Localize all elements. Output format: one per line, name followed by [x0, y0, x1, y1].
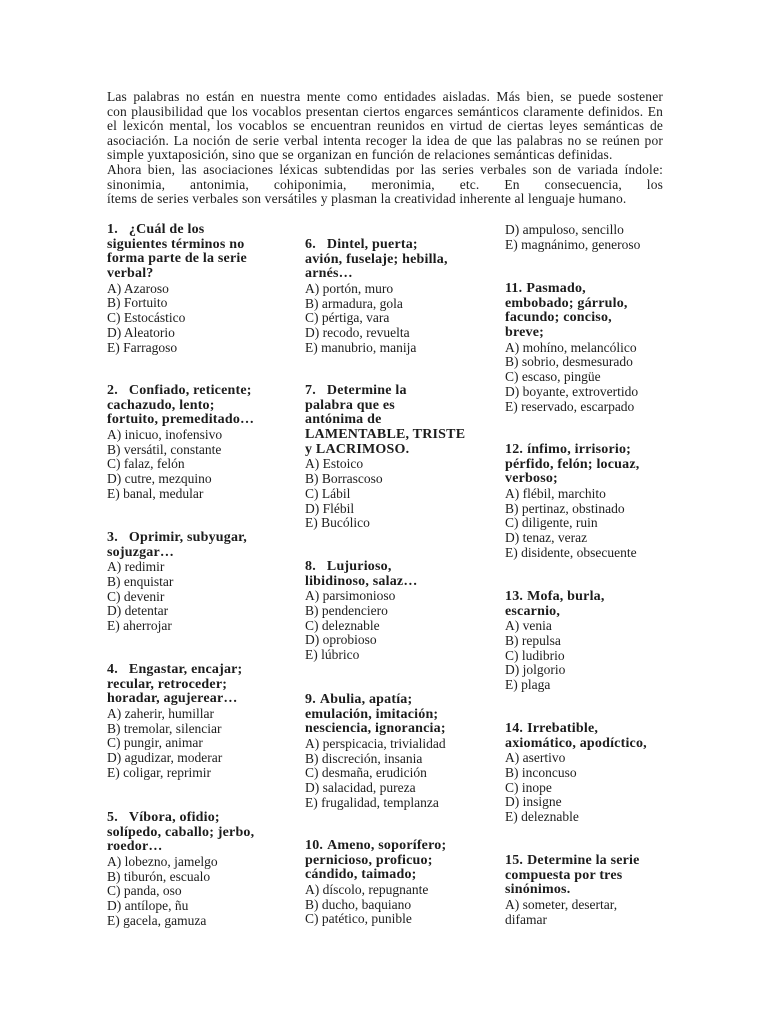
answer-option: B) enquistar — [107, 574, 174, 590]
answer-option: D) boyante, extrovertido — [505, 383, 639, 399]
intro-line: ítems de series verbales son versátiles y plasman la creatividad inherente al lenguaje humano. — [107, 191, 627, 207]
intro-line: Las palabras no están en nuestra mente como entidades aisladas. Más bien, se puede sostener — [107, 89, 663, 104]
answer-option: A) parsimonioso — [305, 588, 396, 604]
question-stem-line: sojuzgar… — [107, 544, 175, 560]
question-number: 8. — [305, 559, 316, 574]
question-stem-text: Determine la — [326, 383, 407, 398]
question-12 — [505, 443, 670, 561]
question-stem-text: Abulia, apatía; — [319, 692, 413, 707]
question-stem-line: forma parte de la serie — [107, 251, 247, 267]
question-stem-line: palabra que es — [305, 397, 395, 413]
answer-option: D) detentar — [107, 603, 169, 619]
question-stem-text: Confiado, reticente; — [128, 383, 252, 398]
answer-option: C) panda, oso — [107, 883, 182, 899]
question-stem-line: siguientes términos no — [107, 236, 245, 252]
question-stem-text: Engastar, encajar; — [128, 662, 243, 677]
question-stem-line — [505, 722, 670, 737]
answer-option: B) tiburón, escualo — [107, 868, 211, 884]
question-8 — [305, 560, 500, 663]
question-stem-text: ínfimo, irrisorio; — [527, 442, 632, 457]
answer-option: A) redimir — [107, 559, 165, 575]
question-stem-line: verbal? — [107, 266, 154, 282]
answer-option: D) ampuloso, sencillo — [505, 222, 624, 237]
answer-option: C) desmaña, erudición — [305, 765, 427, 781]
question-stem-line: axiomático, apodíctico, — [505, 735, 647, 751]
question-stem-line: facundo; conciso, — [505, 310, 612, 326]
answer-option: E) plaga — [505, 677, 551, 693]
question-stem-text: Dintel, puerta; — [326, 237, 418, 252]
answer-option: E) Bucólico — [305, 515, 370, 531]
question-stem-line: pernicioso, proficuo; — [305, 852, 433, 868]
question-number: 5. — [107, 810, 118, 825]
answer-option: A) díscolo, repugnante — [305, 882, 429, 898]
question-stem-line: escarnio, — [505, 603, 561, 619]
answer-option: B) versátil, constante — [107, 441, 222, 457]
answer-option: A) someter, desertar, difamar — [505, 897, 618, 927]
question-stem-text: Víbora, ofidio; — [128, 810, 220, 825]
answer-option: E) reservado, escarpado — [505, 398, 635, 414]
question-stem-line: horadar, agujerear… — [107, 691, 238, 707]
answer-option: A) venia — [505, 618, 552, 634]
answer-option: B) discreción, insania — [305, 750, 423, 766]
question-number: 2. — [107, 383, 118, 398]
question-stem-text: Ameno, soporífero; — [327, 838, 447, 853]
answer-option: D) recodo, revuelta — [305, 325, 410, 341]
question-stem-text: Lujurioso, — [326, 559, 392, 574]
question-stem-text: Pasmado, — [526, 281, 586, 296]
question-number: 4. — [107, 662, 118, 677]
question-number: 6. — [305, 237, 316, 252]
question-stem-line: antónima de — [305, 412, 382, 428]
question-stem-text: Mofa, burla, — [527, 589, 605, 604]
question-stem-text: Oprimir, subyugar, — [128, 530, 248, 545]
question-4 — [107, 663, 297, 781]
answer-option: C) devenir — [107, 588, 165, 604]
question-stem-line — [107, 223, 297, 238]
answer-option: A) perspicacia, trivialidad — [305, 736, 446, 752]
question-6 — [305, 238, 500, 356]
answer-option: E) aherrojar — [107, 618, 172, 634]
question-stem-line: breve; — [505, 325, 545, 341]
answer-option: A) mohíno, melancólico — [505, 339, 637, 355]
question-stem-line: avión, fuselaje; hebilla, — [305, 251, 448, 267]
question-number: 3. — [107, 530, 118, 545]
answer-option: A) Azaroso — [107, 280, 169, 296]
answer-option: B) Borrascoso — [305, 471, 383, 487]
question-number: 10. — [305, 838, 324, 853]
question-number: 15. — [505, 853, 524, 868]
answer-option: C) ludibrio — [505, 647, 565, 663]
answer-option: A) portón, muro — [305, 281, 394, 297]
question-2 — [107, 384, 297, 502]
question-stem-line — [305, 693, 500, 708]
answer-option: B) Fortuito — [107, 295, 168, 311]
answer-option: B) inconcuso — [505, 765, 577, 781]
question-10-continued — [505, 223, 670, 252]
question-number: 12. — [505, 442, 524, 457]
answer-option: D) jolgorio — [505, 662, 566, 678]
question-stem-line — [305, 560, 500, 575]
question-stem-line — [505, 854, 670, 869]
intro-line: Ahora bien, las asociaciones léxicas subtendidas por las series verbales son de variada índole: — [107, 161, 663, 177]
intro-line: simple yuxtaposición, sino que se organizan en función de relaciones semánticas definidas. — [107, 147, 613, 163]
question-stem-line — [505, 443, 670, 458]
answer-option: E) frugalidad, templanza — [305, 794, 439, 810]
answer-option: B) repulsa — [505, 633, 561, 649]
answer-option: D) tenaz, veraz — [505, 530, 588, 546]
answer-option: D) agudizar, moderar — [107, 750, 223, 766]
answer-option: D) salacidad, pureza — [305, 780, 416, 796]
answer-option: C) escaso, pingüe — [505, 369, 601, 385]
answer-option: A) flébil, marchito — [505, 486, 606, 502]
question-number: 11. — [505, 281, 523, 296]
answer-option: B) pendenciero — [305, 603, 388, 619]
answer-option: C) Estocástico — [107, 310, 186, 326]
question-14 — [505, 722, 670, 825]
answer-option: C) deleznable — [305, 617, 380, 633]
answer-option: A) Estoico — [305, 456, 364, 472]
question-11 — [505, 282, 670, 414]
question-stem-line: pérfido, felón; locuaz, — [505, 456, 640, 472]
question-stem-line: LAMENTABLE, TRISTE — [305, 427, 466, 443]
question-stem-line: sinónimos. — [505, 882, 571, 898]
answer-option: E) gacela, gamuza — [107, 912, 207, 928]
answer-option: E) magnánimo, generoso — [505, 236, 641, 252]
answer-option: B) armadura, gola — [305, 295, 403, 311]
question-stem-line: cachazudo, lento; — [107, 397, 215, 413]
answer-option: E) Farragoso — [107, 339, 178, 355]
answer-option: E) lúbrico — [305, 647, 360, 663]
question-stem-line — [107, 811, 297, 826]
answer-option: B) ducho, baquiano — [305, 896, 412, 912]
question-number: 13. — [505, 589, 524, 604]
answer-option: C) pungir, animar — [107, 735, 203, 751]
question-number: 7. — [305, 383, 316, 398]
answer-option: C) patético, punible — [305, 911, 412, 927]
answer-option: B) pertinaz, obstinado — [505, 500, 625, 516]
intro-line: asociación. La noción de serie verbal intenta recoger la idea de que las palabras no se reúnen por — [107, 132, 663, 148]
answer-option: D) insigne — [505, 794, 562, 810]
answer-option: E) disidente, obsecuente — [505, 544, 637, 560]
answer-option: A) lobezno, jamelgo — [107, 854, 218, 870]
question-10 — [305, 839, 500, 927]
question-stem-line: compuesta por tres — [505, 867, 623, 883]
question-stem-line: fortuito, premeditado… — [107, 412, 255, 428]
intro-line: el lexicón mental, los vocablos se encuentran reunidos en virtud de ciertas leyes semánticas de — [107, 118, 663, 134]
answer-option: A) inicuo, inofensivo — [107, 427, 223, 443]
question-15 — [505, 854, 670, 927]
answer-option: C) inope — [505, 779, 552, 795]
question-stem-line: roedor… — [107, 839, 163, 855]
question-stem-line — [505, 590, 670, 605]
answer-option: D) Aleatorio — [107, 324, 175, 340]
question-1 — [107, 223, 297, 355]
intro-line: con plausibilidad que los vocablos presentan ciertos engarces semánticos claramente definidos. En — [107, 103, 663, 119]
question-stem-line — [305, 238, 500, 253]
answer-option: C) Lábil — [305, 485, 351, 501]
question-7 — [305, 384, 500, 531]
question-stem-line: verboso; — [505, 471, 558, 487]
intro-text — [107, 90, 663, 207]
question-number: 14. — [505, 721, 524, 736]
answer-option: E) deleznable — [505, 809, 579, 825]
answer-option: A) asertivo — [505, 750, 566, 766]
question-stem-line: embobado; gárrulo, — [505, 295, 628, 311]
question-stem-line — [107, 663, 297, 678]
question-stem-line: emulación, imitación; — [305, 706, 439, 722]
question-stem-line — [305, 384, 500, 399]
question-stem-line — [305, 839, 500, 854]
question-stem-line — [107, 384, 297, 399]
answer-option: D) antílope, ñu — [107, 898, 189, 914]
answer-option: C) diligente, ruin — [505, 515, 598, 531]
answer-option: E) coligar, reprimir — [107, 764, 212, 780]
question-9 — [305, 693, 500, 811]
question-stem-line: libidinoso, salaz… — [305, 573, 418, 589]
question-number: 9. — [305, 692, 316, 707]
question-stem-line: arnés… — [305, 266, 353, 282]
question-13 — [505, 590, 670, 693]
answer-option: D) Flébil — [305, 500, 355, 516]
question-stem-line: solípedo, caballo; jerbo, — [107, 824, 255, 840]
question-stem-line: cándido, taimado; — [305, 867, 417, 883]
answer-option: C) falaz, felón — [107, 456, 185, 472]
answer-option: B) sobrio, desmesurado — [505, 354, 633, 370]
answer-option: E) banal, medular — [107, 485, 204, 501]
answer-option: C) pértiga, vara — [305, 310, 390, 326]
question-stem-text: ¿Cuál de los — [128, 222, 205, 237]
question-stem-line: nesciencia, ignorancia; — [305, 721, 446, 737]
answer-option: D) oprobioso — [305, 632, 377, 648]
answer-option: D) cutre, mezquino — [107, 471, 212, 487]
question-stem-line — [107, 531, 297, 546]
answer-option: A) zaherir, humillar — [107, 706, 215, 722]
question-stem-line: y LACRIMOSO. — [305, 441, 410, 457]
answer-option: E) manubrio, manija — [305, 339, 417, 355]
question-stem-line: recular, retroceder; — [107, 676, 228, 692]
question-stem-text: Irrebatible, — [527, 721, 599, 736]
intro-line: sinonimia, antonimia, cohiponimia, meronimia, etc. En consecuencia, los — [107, 176, 663, 192]
question-number: 1. — [107, 222, 118, 237]
question-stem-line — [505, 282, 670, 297]
question-3 — [107, 531, 297, 634]
question-stem-text: Determine la serie — [527, 853, 640, 868]
answer-option: B) tremolar, silenciar — [107, 720, 222, 736]
question-5 — [107, 811, 297, 929]
